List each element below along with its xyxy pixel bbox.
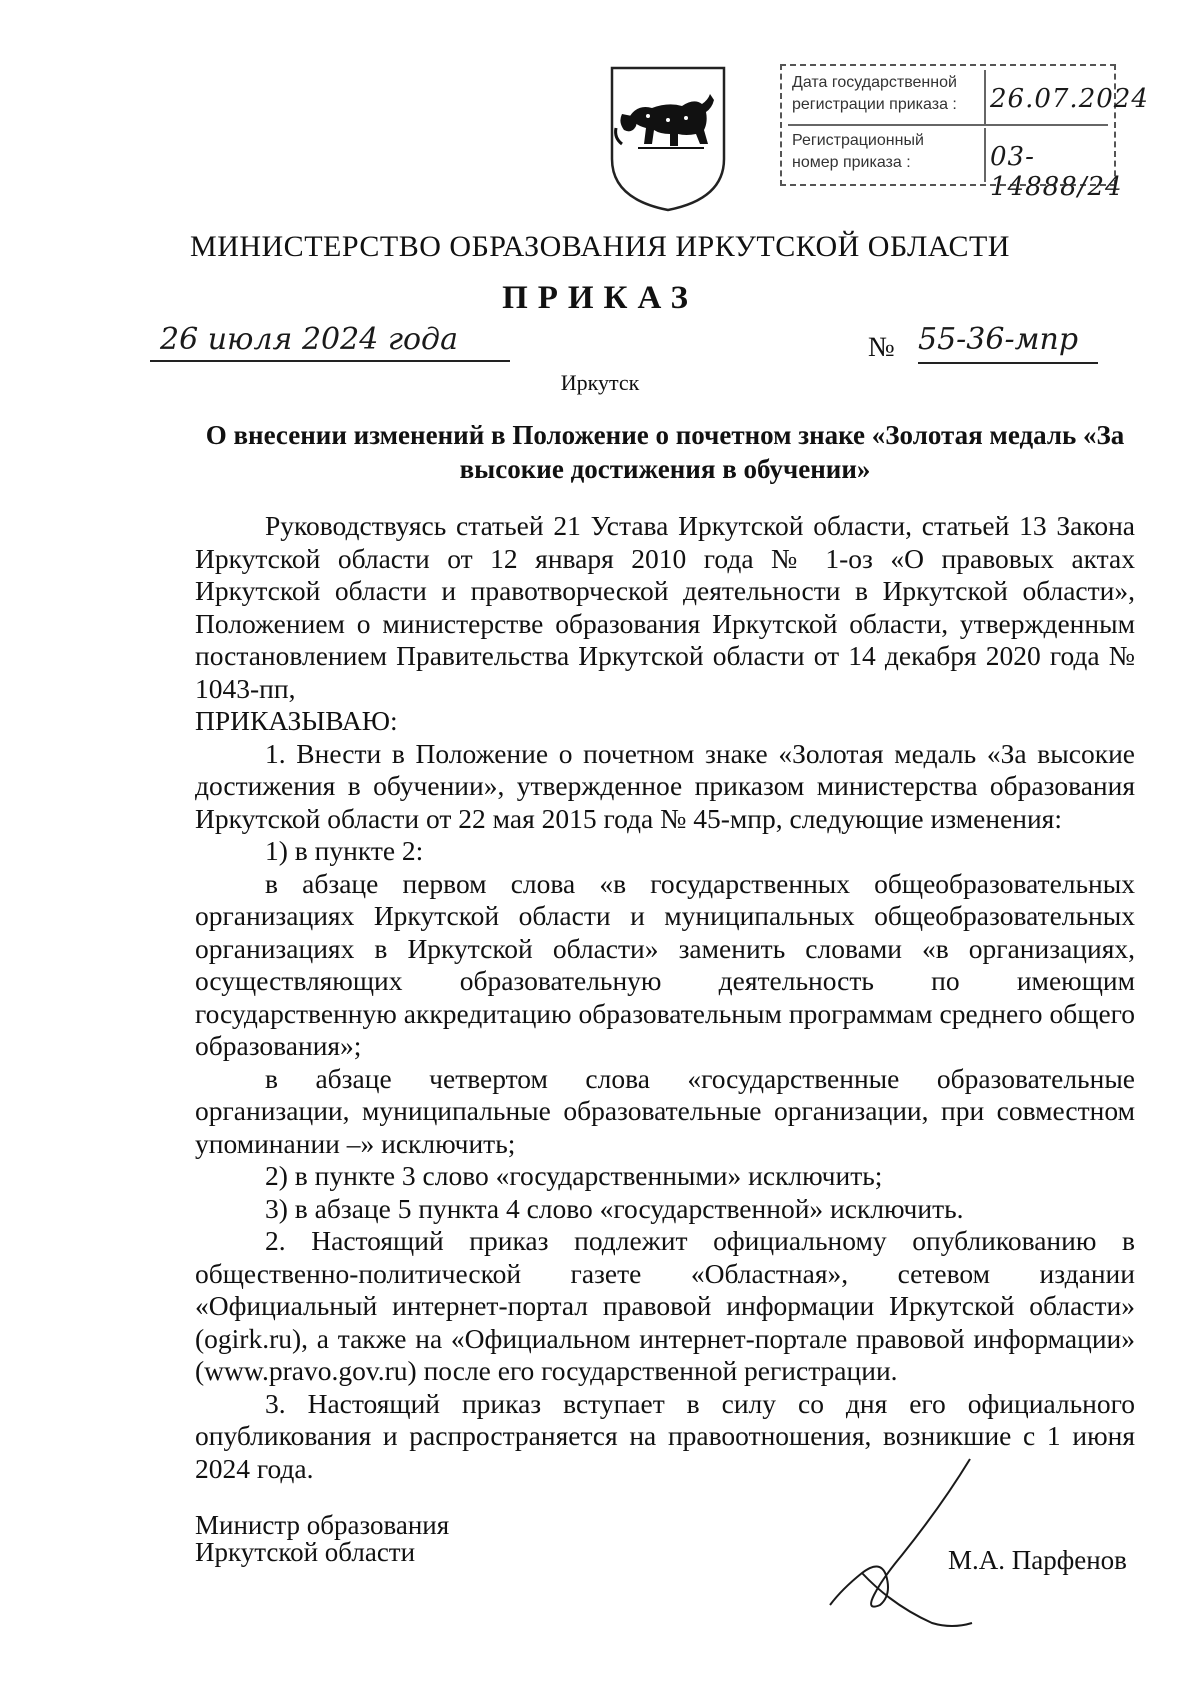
item-1-1: 1) в пункте 2:	[265, 835, 424, 866]
signer-name: М.А. Парфенов	[948, 1545, 1127, 1575]
document-type-title: ПРИКАЗ	[502, 280, 698, 316]
document-body	[195, 510, 1135, 1485]
stamp-row-date	[788, 70, 1149, 126]
stamp-date-value: 26.07.2024	[990, 84, 1149, 114]
stamp-divider	[984, 70, 986, 124]
item-1-2: 2) в пункте 3 слово «государственными» исключить;	[265, 1160, 883, 1191]
handwritten-signature	[822, 1455, 982, 1630]
item-1: 1. Внести в Положение о почетном знаке «Золотая медаль «За высокие достижения в обучении», утвержденное приказом министерства образования Иркутской области от 22 мая 2015 года № 45-мпр, следующие изменения:	[195, 737, 1135, 834]
item-1-3: 3) в абзаце 5 пункта 4 слово «государственной» исключить.	[265, 1192, 964, 1224]
document-subject: О внесении изменений в Положение о почетном знаке «Золотая медаль «За высокие достижения в обучении»	[205, 420, 1125, 484]
item-1-1-paragraph-b: в абзаце четвертом слова «государственные образовательные организации, муниципальные образовательные организации, при совместном упоминании –» исключить;	[195, 1062, 1135, 1159]
signer-title-line-1: Министр образования	[195, 1510, 450, 1540]
handwritten-order-number: 55-36-мпр	[918, 322, 1079, 357]
signer-title	[195, 1512, 449, 1566]
registration-stamp	[780, 64, 1149, 202]
stamp-divider	[984, 128, 986, 182]
number-sign: №	[868, 332, 895, 363]
irkutsk-coat-of-arms-icon	[608, 64, 728, 214]
item-2: 2. Настоящий приказ подлежит официальному опубликованию в общественно-политической газете «Областная», сетевом издании «Официальный интернет-портал правовой информации Иркутской области» (ogirk.ru), а также на «Официальном интернет-портале правовой информации» (www.pravo.gov.ru) после его государственной регистрации.	[195, 1225, 1135, 1386]
date-underline	[150, 360, 510, 362]
handwritten-date: 26 июля 2024 года	[160, 322, 458, 357]
stamp-number-value: 03-14888/24	[990, 142, 1123, 202]
number-underline	[918, 362, 1098, 364]
city-name: Иркутск	[560, 370, 640, 395]
preamble-paragraph: Руководствуясь статьей 21 Устава Иркутской области, статьей 13 Закона Иркутской области от 12 января 2010 года № 1-оз «О правовых актах Иркутской области и правотворческой деятельности в Иркутской области», Положением о министерстве образования Иркутской области, утвержденным постановлением Правительства Иркутской области от 14 декабря 2020 года № 1043-пп,	[195, 510, 1135, 704]
ministry-name: МИНИСТЕРСТВО ОБРАЗОВАНИЯ ИРКУТСКОЙ ОБЛАСТИ	[190, 230, 1010, 263]
signer-title-line-2: Иркутской области	[195, 1537, 416, 1567]
item-1-1-paragraph-a: в абзаце первом слова «в государственных общеобразовательных организациях Иркутской области и муниципальных общеобразовательных организациях в Иркутской области» заменить словами «в организациях, осуществляющих образовательную деятельность по имеющим государственную аккредитацию образовательным программам среднего общего образования»;	[195, 867, 1135, 1061]
stamp-row-number	[788, 128, 1123, 202]
order-word: ПРИКАЗЫВАЮ:	[195, 705, 398, 736]
stamp-number-label: Регистрационный номер приказа :	[792, 132, 924, 171]
item-3: 3. Настоящий приказ вступает в силу со дня его официального опубликования и распространяется на правоотношения, возникшие с 1 июня 2024 года.	[195, 1387, 1135, 1484]
stamp-date-label: Дата государственной регистрации приказа :	[792, 74, 957, 113]
